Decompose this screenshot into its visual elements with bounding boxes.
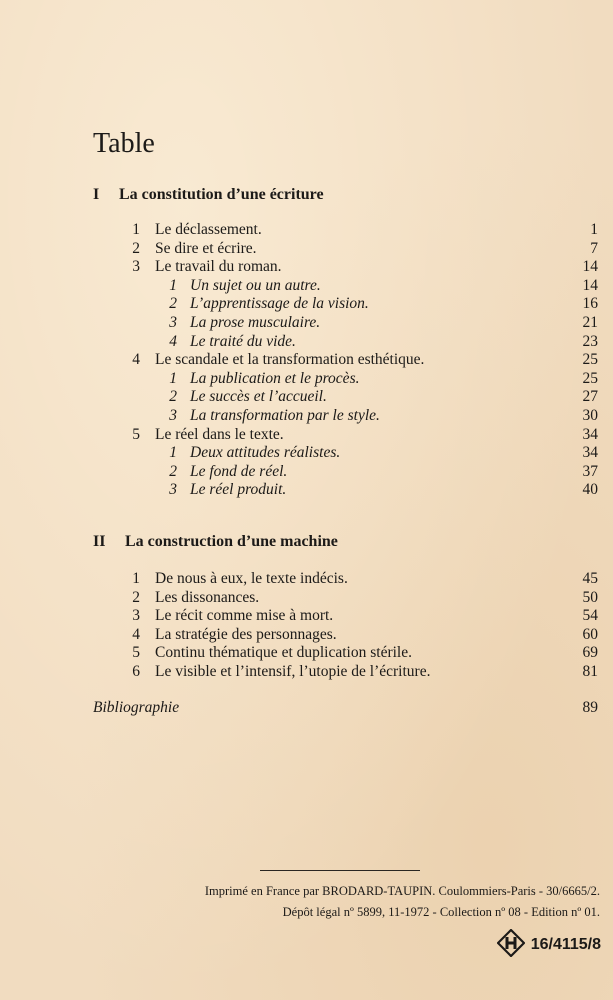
entry-title: Un sujet ou un autre. — [190, 276, 321, 294]
entry-page: 34 — [582, 425, 598, 443]
entry-title: Les dissonances. — [155, 588, 260, 606]
entry-page: 37 — [582, 462, 598, 480]
entry-title: La transformation par le style. — [190, 406, 380, 424]
toc-subentry — [93, 295, 598, 314]
entry-page: 60 — [582, 625, 598, 643]
entry-page: 40 — [582, 481, 598, 499]
entry-page: 50 — [582, 588, 598, 606]
entry-number: 2 — [169, 295, 177, 313]
entry-title: Le succès et l’accueil. — [190, 388, 327, 406]
entry-number: 2 — [132, 588, 140, 606]
entry-number: 2 — [169, 388, 177, 406]
entry-title: La publication et le procès. — [190, 369, 360, 387]
entry-title: Continu thématique et duplication stérile. — [155, 644, 412, 662]
toc-entry — [93, 644, 598, 663]
bibliography-entry — [93, 699, 598, 719]
toc-entry — [93, 663, 598, 682]
entry-title: Le scandale et la transformation esthétique. — [155, 351, 425, 369]
entry-title: Le réel produit. — [190, 481, 287, 499]
part-1-toc — [93, 221, 598, 500]
imprint-line-1: Imprimé en France par BRODARD-TAUPIN. Coulommiers-Paris - 30/6665/2. — [204, 884, 600, 898]
part-2-heading — [93, 533, 338, 551]
page-title: Table — [93, 128, 155, 159]
part-1-heading — [93, 186, 324, 204]
entry-number: 5 — [132, 425, 140, 443]
entry-number: 3 — [132, 607, 140, 625]
entry-title: Le récit comme mise à mort. — [155, 607, 334, 625]
entry-title: La stratégie des personnages. — [155, 625, 337, 643]
entry-title: Se dire et écrire. — [155, 239, 257, 257]
entry-page: 69 — [582, 644, 598, 662]
entry-number: 1 — [132, 221, 140, 238]
entry-number: 4 — [132, 625, 140, 643]
entry-page: 25 — [582, 351, 598, 369]
entry-number: 4 — [169, 332, 177, 350]
bibliography-page: 89 — [582, 699, 598, 716]
divider-rule — [260, 870, 420, 871]
entry-title: L’apprentissage de la vision. — [190, 295, 369, 313]
imprint-line-2: Dépôt légal nº 5899, 11-1972 - Collection nº 08 - Edition nº 01. — [282, 905, 600, 919]
toc-entry — [93, 426, 598, 445]
bibliography-label: Bibliographie — [93, 699, 180, 716]
entry-number: 4 — [132, 351, 140, 369]
entry-title: Deux attitudes réalistes. — [190, 444, 341, 462]
entry-page: 21 — [582, 313, 598, 331]
toc-subentry — [93, 277, 598, 296]
entry-title: De nous à eux, le texte indécis. — [155, 570, 348, 587]
entry-page: 34 — [582, 444, 598, 462]
entry-title: La prose musculaire. — [190, 313, 321, 331]
entry-title: Le traité du vide. — [190, 332, 296, 350]
entry-number: 6 — [132, 662, 140, 680]
hachette-logo-icon — [497, 929, 525, 961]
entry-page: 54 — [582, 607, 598, 625]
entry-page: 1 — [590, 221, 598, 238]
toc-entry — [93, 351, 598, 370]
entry-page: 14 — [582, 276, 598, 294]
entry-title: Le déclassement. — [155, 221, 262, 238]
entry-number: 3 — [169, 313, 177, 331]
entry-title: Le travail du roman. — [155, 258, 282, 276]
entry-title: Le fond de réel. — [190, 462, 288, 480]
toc-entry — [93, 626, 598, 645]
toc-subentry — [93, 463, 598, 482]
entry-page: 30 — [582, 406, 598, 424]
part-1-title: La constitution d’une écriture — [119, 186, 324, 203]
part-2-number: II — [93, 533, 106, 550]
entry-number: 3 — [169, 406, 177, 424]
toc-subentry — [93, 407, 598, 426]
entry-number: 1 — [169, 444, 177, 462]
toc-entry — [93, 240, 598, 259]
toc-entry — [93, 589, 598, 608]
entry-page: 7 — [590, 239, 598, 257]
toc-subentry — [93, 333, 598, 352]
entry-page: 25 — [582, 369, 598, 387]
part-1-number: I — [93, 186, 100, 203]
entry-page: 16 — [582, 295, 598, 313]
toc-entry — [93, 258, 598, 277]
entry-number: 3 — [169, 481, 177, 499]
printer-code-row — [497, 930, 601, 960]
toc-entry — [93, 221, 598, 240]
entry-number: 2 — [169, 462, 177, 480]
entry-page: 14 — [582, 258, 598, 276]
toc-subentry — [93, 314, 598, 333]
entry-page: 45 — [582, 570, 598, 587]
part-2-toc — [93, 570, 598, 682]
entry-title: Le visible et l’intensif, l’utopie de l’écriture. — [155, 662, 431, 680]
toc-subentry — [93, 388, 598, 407]
toc-entry — [93, 570, 598, 589]
entry-page: 81 — [582, 662, 598, 680]
part-2-title: La construction d’une machine — [125, 533, 338, 550]
entry-number: 1 — [169, 369, 177, 387]
toc-subentry — [93, 444, 598, 463]
toc-subentry — [93, 481, 598, 500]
entry-number: 5 — [132, 644, 140, 662]
entry-number: 3 — [132, 258, 140, 276]
entry-number: 1 — [169, 276, 177, 294]
toc-subentry — [93, 370, 598, 389]
entry-title: Le réel dans le texte. — [155, 425, 284, 443]
toc-entry — [93, 607, 598, 626]
printer-code: 16/4115/8 — [530, 936, 601, 953]
entry-page: 27 — [582, 388, 598, 406]
entry-number: 1 — [132, 570, 140, 587]
entry-number: 2 — [132, 239, 140, 257]
entry-page: 23 — [582, 332, 598, 350]
